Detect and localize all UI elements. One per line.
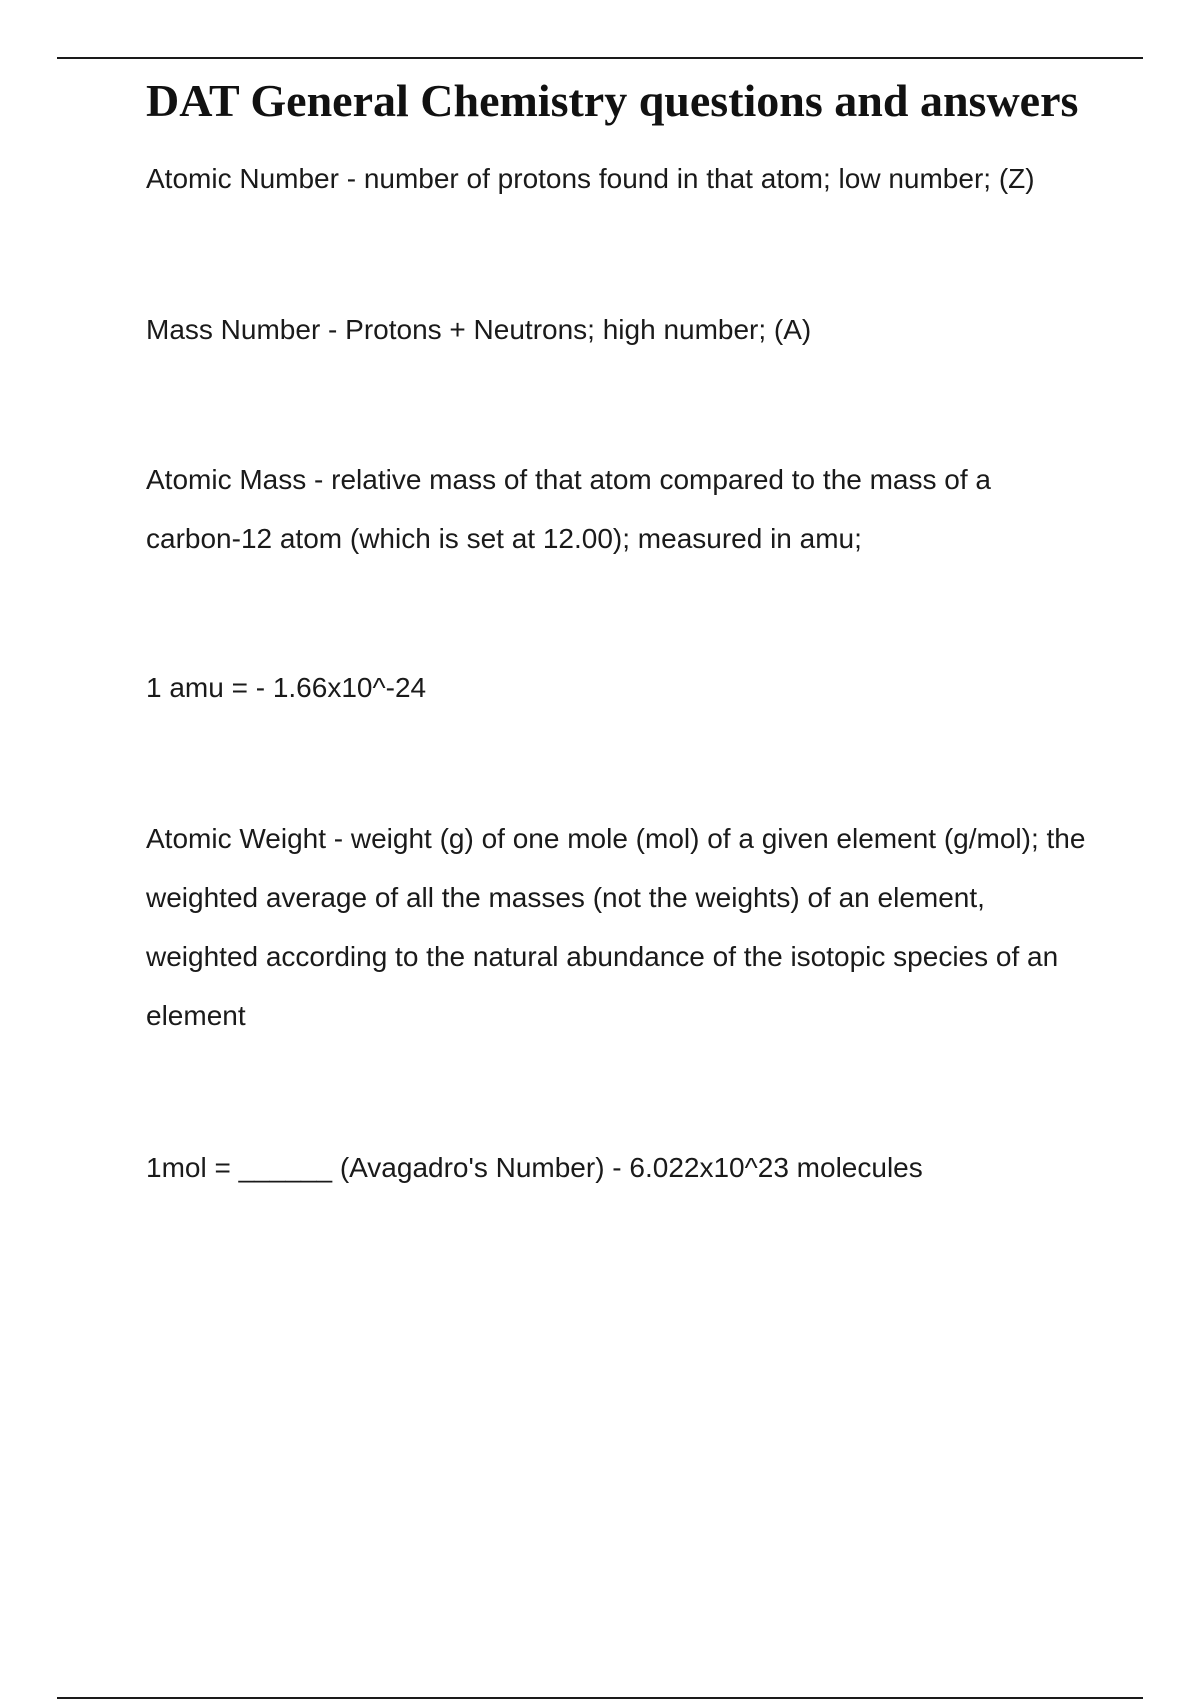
entry-atomic-mass: Atomic Mass - relative mass of that atom compared to the mass of a carbon-12 atom (which is set at 12.00); measured in amu; — [146, 464, 991, 554]
document-body — [146, 72, 1086, 1197]
entry-atomic-number: Atomic Number - number of protons found in that atom; low number; (Z) — [146, 163, 1035, 194]
entry-mass-number: Mass Number - Protons + Neutrons; high number; (A) — [146, 314, 812, 345]
entry-avogadro-number: 1mol = ______ (Avagadro's Number) - 6.022x10^23 molecules — [146, 1152, 923, 1183]
bottom-divider — [57, 1697, 1143, 1699]
top-divider — [57, 57, 1143, 59]
document-title: DAT General Chemistry questions and answers — [146, 75, 1079, 126]
entry-atomic-weight: Atomic Weight - weight (g) of one mole (mol) of a given element (g/mol); the weighted average of all the masses (not the weights) of an element, weighted according to the natural abundance of the isotopic species of an element — [146, 823, 1086, 1031]
entry-amu-value: 1 amu = - 1.66x10^-24 — [146, 672, 427, 703]
